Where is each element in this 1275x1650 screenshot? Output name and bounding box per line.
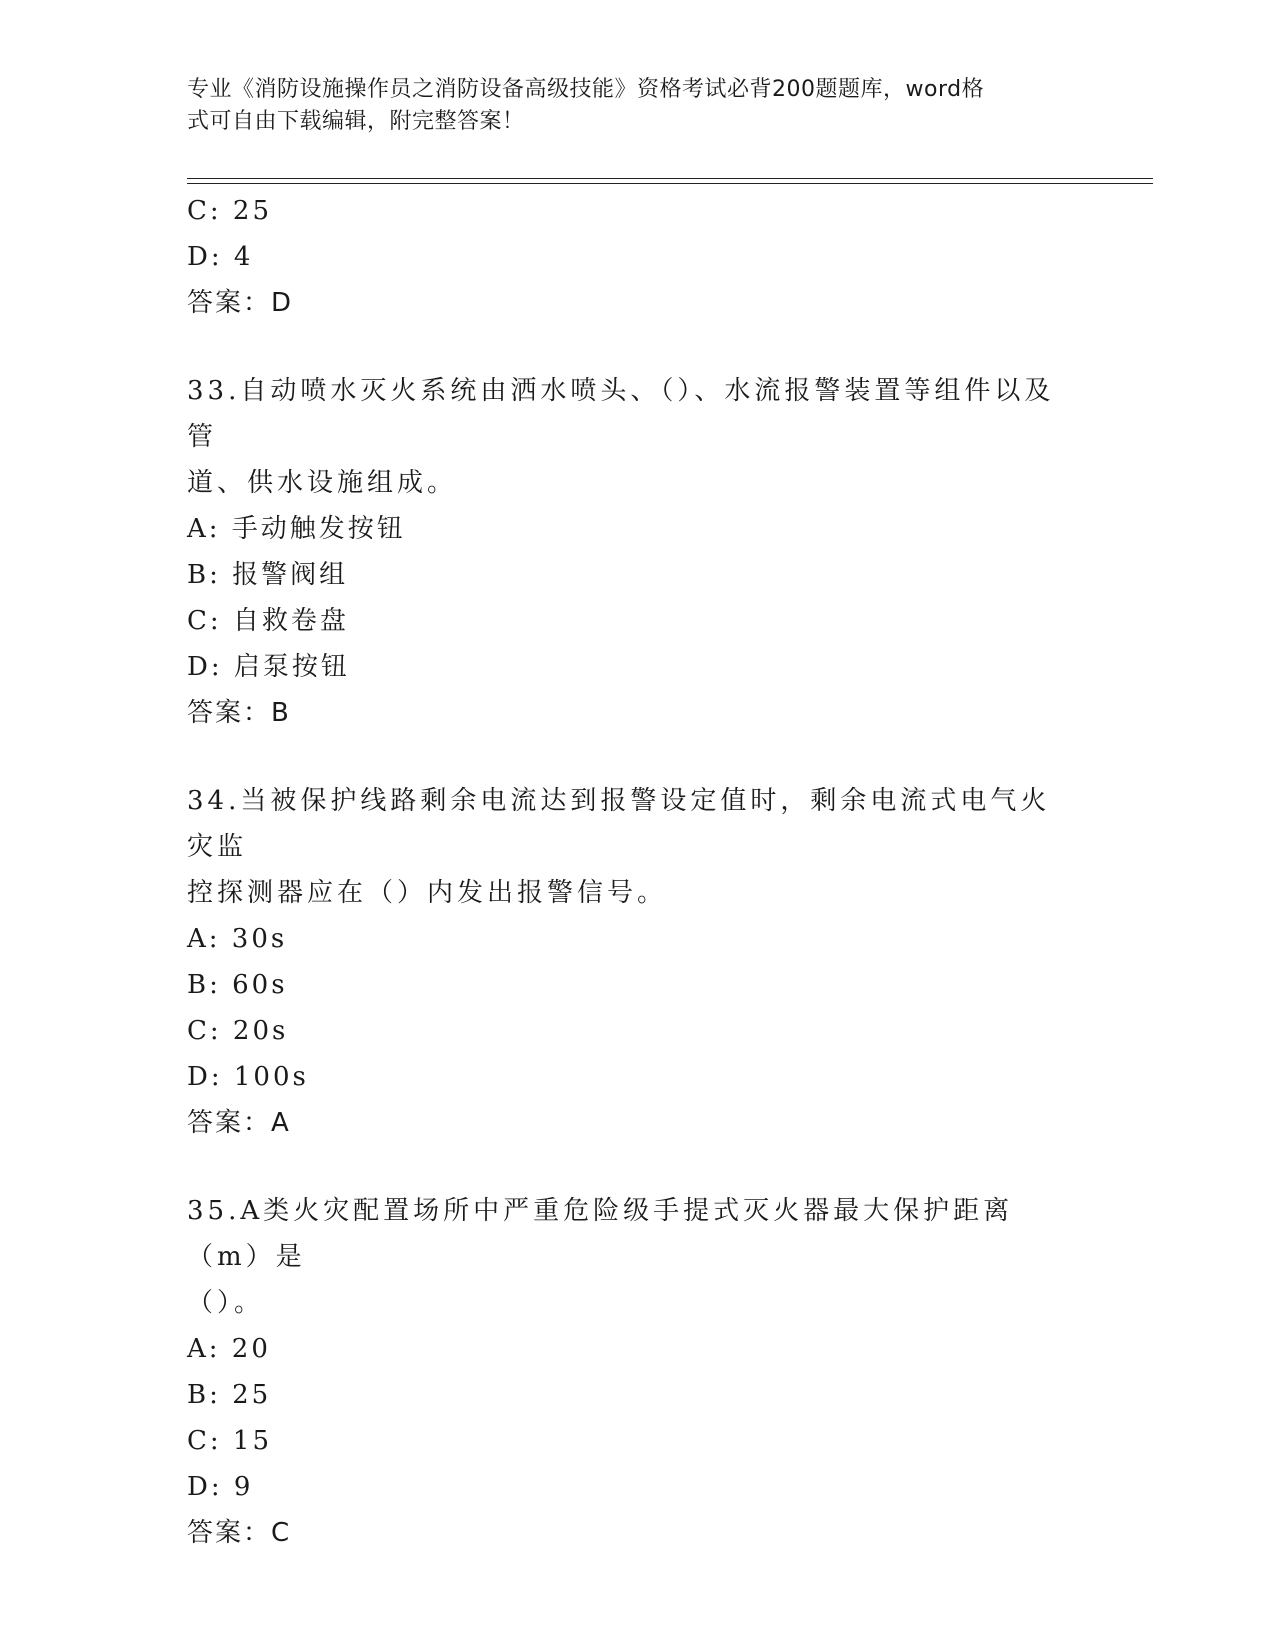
question-line-2: （）。	[187, 1288, 265, 1318]
question-text	[187, 778, 1077, 916]
question-block-34	[187, 778, 1087, 1146]
answer-label: 答案：C	[187, 1518, 292, 1548]
header-divider-top	[187, 178, 1153, 179]
answer-label: 答案：A	[187, 1108, 291, 1138]
option-d: D: 4	[187, 242, 254, 272]
option-d: D: 100s	[187, 1062, 309, 1092]
question-list	[187, 188, 1087, 1556]
spacer	[187, 736, 1087, 778]
option-a: A: 手动触发按钮	[187, 514, 406, 544]
question-block-35	[187, 1188, 1087, 1556]
question-line-2: 控探测器应在（）内发出报警信号。	[187, 878, 668, 908]
header-divider-bottom	[187, 183, 1153, 184]
question-block-prev	[187, 188, 1087, 326]
option-a: A: 20	[187, 1334, 271, 1364]
answer-label: 答案：B	[187, 698, 291, 728]
spacer	[187, 1146, 1087, 1188]
option-b: B: 报警阀组	[187, 560, 349, 590]
option-c: C: 自救卷盘	[187, 606, 349, 636]
question-line-1: 33.自动喷水灭火系统由洒水喷头、（）、水流报警装置等组件以及管	[187, 376, 1055, 452]
option-d: D: 9	[187, 1472, 254, 1502]
document-header	[187, 74, 1067, 138]
option-c: C: 25	[187, 196, 273, 226]
answer-label: 答案：D	[187, 288, 294, 318]
question-text	[187, 368, 1077, 506]
option-c: C: 20s	[187, 1016, 289, 1046]
spacer	[187, 326, 1087, 368]
option-a: A: 30s	[187, 924, 288, 954]
question-line-1: 34.当被保护线路剩余电流达到报警设定值时，剩余电流式电气火灾监	[187, 786, 1051, 862]
header-title-line-1: 专业《消防设施操作员之消防设备高级技能》资格考试必背200题题库，word格	[187, 77, 985, 102]
option-d: D: 启泵按钮	[187, 652, 350, 682]
option-c: C: 15	[187, 1426, 273, 1456]
header-title-line-2: 式可自由下载编辑，附完整答案！	[187, 109, 525, 134]
question-line-2: 道、供水设施组成。	[187, 468, 458, 498]
question-line-1: 35.A类火灾配置场所中严重危险级手提式灭火器最大保护距离（m）是	[187, 1196, 1014, 1272]
question-text	[187, 1188, 1077, 1326]
option-b: B: 25	[187, 1380, 272, 1410]
question-block-33	[187, 368, 1087, 736]
option-b: B: 60s	[187, 970, 288, 1000]
